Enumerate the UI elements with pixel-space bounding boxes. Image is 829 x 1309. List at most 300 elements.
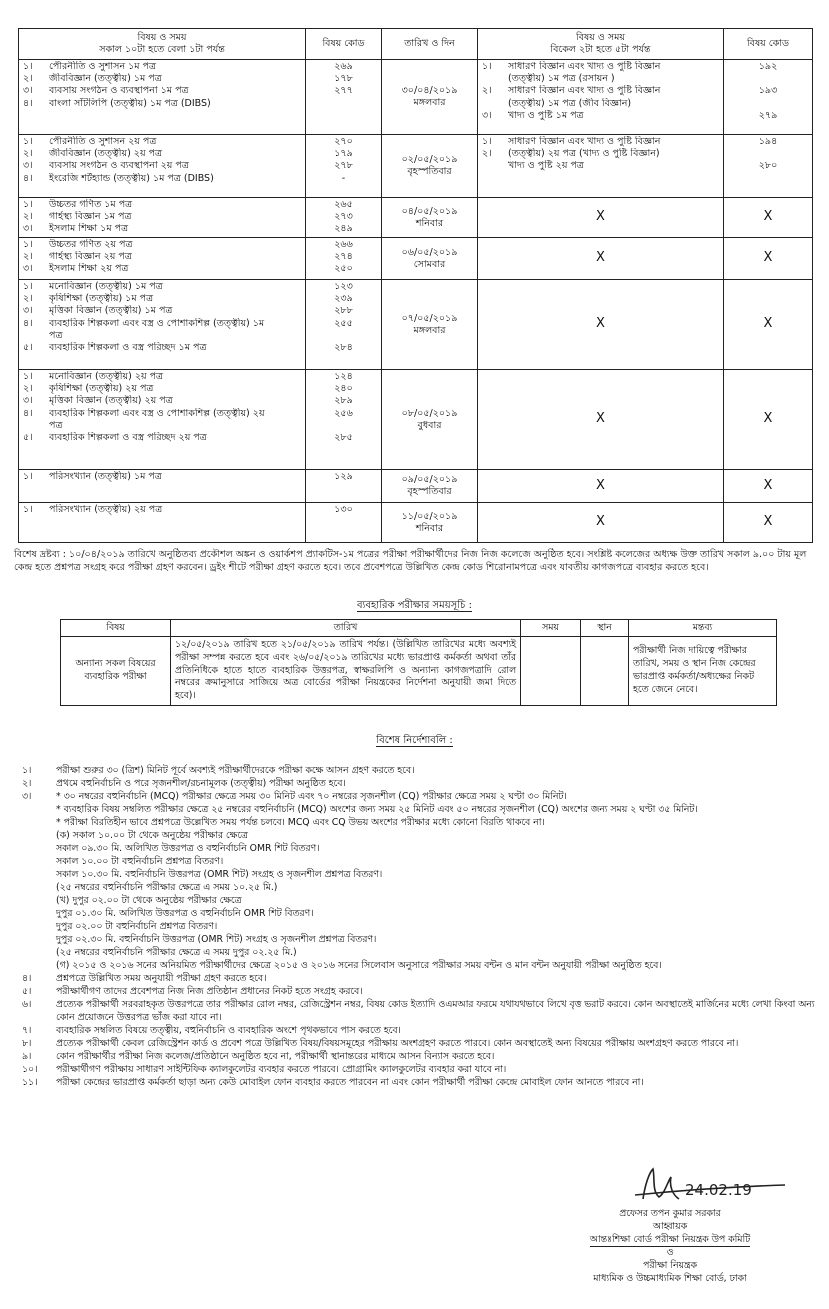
exam-day: শনিবার (415, 522, 444, 534)
exam-day: বুধবার (417, 419, 442, 431)
subject-line (23, 305, 301, 317)
subject-code: ১২৪ (334, 371, 353, 382)
instruction-text: সকাল ১০.৩০ মি. বহুনির্বাচনি উত্তরপত্র (OMR শিট) সংগ্রহ ও সৃজনশীল প্রশ্নপত্র বিতরণ। (56, 869, 383, 881)
practical-header-subject: বিষয় (61, 620, 171, 637)
instruction-text: দুপুর ০১.৩০ মি. অলিখিত উত্তরপত্র ও বহুনির্বাচনি OMR শিট বিতরণ। (56, 908, 314, 920)
subject-code: ২৮৪ (334, 341, 353, 353)
subject-serial: ২। (482, 85, 492, 97)
instruction-item (22, 972, 817, 985)
subject-name: পরিসংখ্যান (তত্ত্বীয়) ১ম পত্র (49, 471, 162, 482)
instruction-number (22, 894, 56, 907)
subject-line (23, 211, 301, 223)
subject-serial: ১। (23, 504, 33, 515)
left-codes-cell (306, 60, 382, 135)
instruction-number: ২। (22, 778, 32, 790)
subject-name: জীববিজ্ঞান (তত্ত্বীয়) ২য় পত্র (49, 148, 163, 160)
header-right-subject: বিষয় ও সময় বিকেল ২টা হতে ৫টা পর্যন্ত (478, 29, 724, 60)
subject-name: কৃষিশিক্ষা (তত্ত্বীয়) ২য় পত্র (49, 383, 154, 395)
left-subjects-cell (19, 503, 306, 543)
subject-name: মৃত্তিকা বিজ্ঞান (তত্ত্বীয়) ১ম পত্র (49, 305, 173, 317)
instruction-number: ৬। (22, 999, 32, 1011)
subject-line (23, 408, 301, 420)
left-subjects-cell (19, 470, 306, 503)
subject-serial: ১। (23, 136, 33, 147)
subject-code: ২৭৭ (334, 85, 353, 97)
left-subjects-cell (19, 238, 306, 280)
subject-code: ২৬৬ (334, 239, 353, 250)
subject-name: ব্যবসায় সংগঠন ও ব্যবস্থাপনা ১ম পত্র (49, 85, 189, 97)
schedule-row (19, 238, 813, 280)
instruction-number: ৯। (22, 1051, 32, 1063)
instruction-text: পরীক্ষার্থীগণ তাদের প্রবেশপত্র নিজ নিজ প্রতিষ্ঠান প্রধানের নিকট হতে সংগ্রহ করবে। (56, 986, 363, 998)
subject-line (23, 136, 301, 148)
instruction-item (22, 933, 817, 946)
subject-code: ২৮০ (758, 160, 778, 172)
no-exam-code-mark: X (724, 470, 813, 503)
subject-line (23, 383, 301, 395)
schedule-row (19, 280, 813, 370)
subject-serial: ২। (23, 73, 33, 85)
left-codes-cell (306, 135, 382, 198)
instruction-item (22, 816, 817, 829)
no-exam-mark: X (478, 370, 724, 470)
instruction-number: ১। (22, 765, 32, 776)
instruction-text: প্রত্যেক পরীক্ষার্থী কেবল রেজিস্ট্রেশন কার্ড ও প্রবেশ পত্রে উল্লিখিত বিষয়/বিষয়সমূহের পরীক্ষায় অংশগ্রহণ করতে পারবে। কোন অবস্থাতেই অন্য বিষয়ের পরীক্ষায় অংশগ্রহণ করতে পারবে না। (56, 1038, 739, 1050)
subject-code: ২৬৯ (334, 61, 353, 72)
instruction-text: পরীক্ষার্থীগণ পরীক্ষায় সাধারণ সাইন্টিফিক ক্যালকুলেটর ব্যবহার করতে পারবে। প্রোগ্রামিং ক্যালকুলেটর ব্যবহার করা যাবে না। (56, 1064, 507, 1076)
exam-date-cell (382, 503, 478, 543)
practical-header-time: সময় (521, 620, 581, 637)
exam-date: ০৮/০৫/২০১৯ (401, 407, 458, 419)
practical-schedule-table (60, 619, 777, 706)
instruction-item (22, 894, 817, 907)
instruction-number (22, 855, 56, 868)
instruction-number (22, 881, 56, 894)
right-codes-cell (724, 135, 813, 198)
schedule-row (19, 135, 813, 198)
subject-code: ২৭৮ (334, 160, 353, 172)
subject-code: ২৬৫ (334, 199, 353, 210)
instruction-text: (খ) দুপুর ০২.০০ টা থেকে অনুষ্ঠেয় পরীক্ষার ক্ষেত্রে (56, 895, 242, 907)
left-subjects-cell (19, 198, 306, 238)
practical-subject: অন্যান্য সকল বিষয়ের ব্যবহারিক পরীক্ষা (61, 637, 171, 706)
subject-code: ২৮৯ (334, 395, 353, 407)
left-subjects-cell (19, 60, 306, 135)
exam-date-cell (382, 198, 478, 238)
instruction-number: ৭। (22, 1025, 32, 1037)
left-codes-cell (306, 470, 382, 503)
instruction-text: প্রথমে বহুনির্বাচনি ও পরে সৃজনশীল/রচনামূলক (তত্ত্বীয়) পরীক্ষা অনুষ্ঠিত হবে। (56, 778, 346, 790)
subject-line (23, 73, 301, 85)
subject-name: উচ্চতর গণিত ২য় পত্র (49, 239, 133, 250)
subject-line (482, 148, 719, 160)
practical-remark: পরীক্ষার্থী নিজ দায়িত্বে পরীক্ষার তারিখ, সময় ও স্থান নিজ কেন্দ্রের ভারপ্রাপ্ত কর্মকর্তা/অধ্যক্ষের নিকট হতে জেনে নেবে। (629, 637, 777, 706)
subject-code: ২৭৩ (334, 211, 353, 223)
subject-code: ২৪৯ (334, 223, 353, 235)
subject-name: পৌরনীতি ও সুশাসন ২য় পত্র (49, 136, 157, 147)
instruction-item (22, 803, 817, 816)
subject-line (482, 85, 719, 97)
subject-serial: ৫। (23, 431, 33, 443)
subject-line (23, 199, 301, 211)
subject-name: মনোবিজ্ঞান (তত্ত্বীয়) ২য় পত্র (49, 371, 164, 382)
subject-serial: ১। (23, 199, 33, 210)
subject-serial: ৩। (23, 160, 33, 172)
subject-serial: ২। (482, 148, 492, 160)
instruction-text: পরীক্ষা শুরুর ৩০ (ত্রিশ) মিনিট পূর্বে অবশ্যই পরীক্ষার্থীদেরকে পরীক্ষা কক্ষে আসন গ্রহণ করতে হবে। (56, 765, 415, 776)
no-exam-code-mark: X (724, 238, 813, 280)
instructions-list (22, 764, 817, 1089)
right-codes-cell (724, 60, 813, 135)
instruction-text: দুপুর ০২.৩০ মি. বহুনির্বাচনি উত্তরপত্র (OMR শিট) সংগ্রহ ও সৃজনশীল প্রশ্নপত্র বিতরণ। (56, 934, 377, 946)
instruction-item (22, 829, 817, 842)
subject-code (728, 73, 808, 85)
subject-serial: ২। (23, 211, 33, 223)
subject-name: মনোবিজ্ঞান (তত্ত্বীয়) ১ম পত্র (49, 281, 163, 292)
instruction-text: * ৩০ নম্বরের বহুনির্বাচনি (MCQ) পরীক্ষার ক্ষেত্রে সময় ৩০ মিনিট এবং ৭০ নম্বরের সৃজনশীল (CQ) পরীক্ষার ক্ষেত্রে সময় ২ ঘণ্টা ৩০ মিনিট। (56, 791, 567, 803)
left-codes-cell (306, 370, 382, 470)
subject-serial: ১। (23, 371, 33, 382)
subject-code: ২৭০ (334, 136, 353, 147)
no-exam-mark: X (478, 503, 724, 543)
instruction-number: ১০। (22, 1064, 38, 1076)
signatory-role-convener: আহ্বায়ক (652, 1220, 688, 1232)
signature-date: 24.02.19 (685, 1181, 752, 1199)
subject-code: ২৪০ (334, 383, 353, 395)
subject-serial: ১। (23, 239, 33, 250)
instruction-number: ৪। (22, 973, 32, 985)
exam-date-cell (382, 280, 478, 370)
instruction-item (22, 1050, 817, 1063)
instruction-text: * পরীক্ষা বিরতিহীন ভাবে প্রশ্নপত্রে উল্লেখিত সময় পর্যন্ত চলবে। MCQ এবং CQ উভয় অংশের পরীক্ষার মধ্যে কোনো বিরতি থাকবে না। (56, 817, 545, 829)
schedule-row (19, 60, 813, 135)
subject-line (482, 110, 719, 122)
exam-day: বৃহস্পতিবার (407, 486, 452, 497)
practical-schedule-title: ব্যবহারিক পরীক্ষার সময়সূচি : (356, 600, 472, 611)
signatory-name: প্রফেসর তপন কুমার সরকার (619, 1208, 721, 1219)
header-left-subject: বিষয় ও সময় সকাল ১০টা হতে বেলা ১টা পর্যন্ত (19, 29, 306, 60)
instruction-text: সকাল ১০.০০ টা বহুনির্বাচনি প্রশ্নপত্র বিতরণ। (56, 856, 224, 868)
instruction-number: ৩। (22, 791, 32, 803)
subject-name: (তত্ত্বীয়) ২য় পত্র (খাদ্য ও পুষ্টি বিজ্ঞান) (508, 148, 660, 160)
signature-mark (615, 1165, 795, 1205)
subject-name: ইসলাম শিক্ষা ২য় পত্র (49, 263, 129, 275)
subject-serial: ২। (23, 148, 33, 160)
subject-line (482, 61, 719, 73)
practical-header-remark: মন্তব্য (629, 620, 777, 637)
signatory-committee: আন্তঃশিক্ষা বোর্ড পরীক্ষা নিয়ন্ত্রক উপ কমিটি (590, 1234, 750, 1248)
instruction-item (22, 1063, 817, 1076)
left-codes-cell (306, 503, 382, 543)
exam-date: ০২/০৫/২০১৯ (401, 154, 458, 166)
subject-name: ইংরেজি শর্টহ্যান্ড (তত্ত্বীয়) ১ম পত্র (DIBS) (49, 172, 214, 184)
instruction-text: (২৫ নম্বরের বহুনির্বাচনি পরীক্ষার ক্ষেত্রে এ সময় দুপুর ০২.২৫ মি.) (56, 947, 297, 959)
exam-date-cell (382, 238, 478, 280)
instructions-title: বিশেষ নির্দেশাবলি : (376, 735, 453, 746)
subject-name: (তত্ত্বীয়) ১ম পত্র (রসায়ন ) (508, 73, 615, 85)
instruction-item (22, 920, 817, 933)
instruction-text: (গ) ২০১৫ ও ২০১৬ সনের অনিয়মিত পরীক্ষার্থীদের ক্ষেত্রে ২০১৫ ও ২০১৬ সনের সিলেবাস অনুসারে পরীক্ষার সময় বন্টন ও মান বন্টন অনুযায়ী পরীক্ষা অনুষ্ঠিত হবে। (56, 960, 662, 972)
no-exam-mark: X (478, 198, 724, 238)
schedule-row (19, 198, 813, 238)
subject-name: পত্র (49, 419, 63, 431)
instruction-number (22, 842, 56, 855)
subject-serial: ৩। (23, 263, 33, 275)
subject-line (23, 371, 301, 383)
subject-serial: ৩। (23, 85, 33, 97)
exam-date-cell (382, 470, 478, 503)
exam-day: সোমবার (413, 258, 446, 270)
subject-code: ২৫৬ (334, 407, 353, 419)
subject-name: সাধারণ বিজ্ঞান এবং খাদ্য ও পুষ্টি বিজ্ঞান (508, 61, 661, 72)
subject-name: কৃষিশিক্ষা (তত্ত্বীয়) ১ম পত্র (49, 293, 154, 305)
subject-name: খাদ্য ও পুষ্টি ১ম পত্র (508, 109, 584, 121)
subject-serial: ৩। (482, 109, 492, 121)
instruction-item (22, 959, 817, 972)
subject-name: জীববিজ্ঞান (তত্ত্বীয়) ১ম পত্র (49, 73, 162, 85)
instruction-number: ১১। (22, 1077, 38, 1089)
subject-serial: ৪। (23, 172, 33, 184)
instruction-number (22, 920, 56, 933)
subject-line (23, 504, 301, 516)
exam-day: মঙ্গলবার (413, 324, 446, 336)
subject-line (23, 148, 301, 160)
subject-name: ইসলাম শিক্ষা ১ম পত্র (49, 223, 129, 235)
subject-serial: ৪। (23, 407, 33, 419)
right-subjects-cell (478, 60, 724, 135)
no-exam-mark: X (478, 470, 724, 503)
exam-date: ০৪/০৫/২০১৯ (401, 205, 458, 217)
exam-date-cell (382, 60, 478, 135)
subject-code: ২৫০ (334, 263, 353, 275)
subject-line (23, 263, 301, 275)
subject-code: ২৭৪ (334, 251, 353, 263)
practical-header-row (61, 620, 777, 637)
subject-line (482, 136, 719, 148)
subject-code (728, 98, 808, 110)
subject-line (23, 251, 301, 263)
subject-name: ব্যবহারিক শিল্পকলা ও বস্ত্র পরিচ্ছদ ১ম পত্র (49, 341, 207, 353)
subject-serial: ১। (23, 281, 33, 292)
instruction-item (22, 868, 817, 881)
instruction-text: ব্যবহারিক সম্বলিত বিষয়ে তত্ত্বীয়, বহুনির্বাচনি ও ব্যবহারিক অংশে পৃথকভাবে পাস করতে হবে। (56, 1025, 401, 1037)
signatory-block (540, 1208, 800, 1286)
subject-code: ২৮৮ (334, 305, 353, 317)
instruction-item (22, 985, 817, 998)
instruction-number (22, 829, 56, 842)
subject-code: ১৭৮ (334, 73, 353, 85)
subject-line (23, 281, 301, 293)
instruction-item (22, 855, 817, 868)
instruction-text: প্রশ্নপত্রে উল্লিখিত সময় অনুযায়ী পরীক্ষা গ্রহণ করতে হবে। (56, 973, 267, 985)
subject-name: ব্যবহারিক শিল্পকলা ও বস্ত্র পরিচ্ছদ ২য় পত্র (49, 431, 207, 443)
subject-code: ১২৯ (334, 471, 353, 482)
instruction-text: কোন পরীক্ষার্থীর পরীক্ষা নিজ কলেজ/প্রতিষ্ঠানে অনুষ্ঠিত হবে না, পরীক্ষার্থী স্থানান্তরের মাধ্যমে আসন বিন্যাস করতে হবে। (56, 1051, 495, 1063)
subject-line (23, 432, 301, 444)
exam-date-cell (382, 370, 478, 470)
instruction-item (22, 842, 817, 855)
subject-serial: ৪। (23, 97, 33, 109)
practical-header-place: স্থান (581, 620, 629, 637)
left-codes-cell (306, 198, 382, 238)
header-code: বিষয় কোড (306, 29, 382, 60)
no-exam-mark: X (478, 238, 724, 280)
subject-code (310, 98, 377, 110)
subject-code: ১৩০ (334, 504, 353, 515)
header-right-code: বিষয় কোড (724, 29, 813, 60)
subject-code: ২৩৯ (334, 293, 353, 305)
exam-date: ১১/০৫/২০১৯ (401, 510, 458, 522)
subject-serial: ১। (482, 136, 492, 147)
instruction-number (22, 816, 56, 829)
instruction-number (22, 959, 56, 972)
subject-line (23, 342, 301, 354)
subject-serial: ১। (23, 471, 33, 482)
subject-name: ব্যবহারিক শিল্পকলা এবং বস্ত্র ও পোশাকশিল্প (তত্ত্বীয়) ২য় (49, 407, 265, 419)
subject-serial: ১। (23, 61, 33, 72)
subject-code: ১৯২ (758, 61, 778, 72)
instruction-item (22, 790, 817, 803)
subject-serial: ৩। (23, 223, 33, 235)
subject-name: সাধারণ বিজ্ঞান এবং খাদ্য ও পুষ্টি বিজ্ঞান (508, 85, 661, 97)
header-date: তারিখ ও দিন (382, 29, 478, 60)
subject-line (482, 98, 719, 110)
subject-line (23, 173, 301, 185)
subject-line (23, 160, 301, 172)
right-subjects-cell (478, 135, 724, 198)
theory-exam-schedule-table (18, 28, 813, 543)
signatory-controller: পরীক্ষা নিয়ন্ত্রক (643, 1260, 697, 1272)
instruction-number (22, 907, 56, 920)
left-codes-cell (306, 280, 382, 370)
instruction-text: দুপুর ০২.০০ টা বহুনির্বাচনি প্রশ্নপত্র বিতরণ। (56, 921, 218, 933)
subject-serial: ২। (23, 251, 33, 263)
exam-day: মঙ্গলবার (413, 97, 446, 108)
no-exam-mark: X (478, 280, 724, 370)
subject-line (23, 330, 301, 342)
schedule-header-row (19, 29, 813, 60)
practical-place (581, 637, 629, 706)
subject-serial: ২। (23, 383, 33, 395)
instruction-number (22, 946, 56, 959)
instruction-text: সকাল ০৯.৩০ মি. অলিখিত উত্তরপত্র ও বহুনির্বাচনি OMR শিট বিতরণ। (56, 843, 320, 855)
subject-serial: ৫। (23, 341, 33, 353)
subject-name: গার্হস্থ্য বিজ্ঞান ২য় পত্র (49, 251, 132, 263)
subject-name: ব্যবহারিক শিল্পকলা এবং বস্ত্র ও পোশাকশিল্প (তত্ত্বীয়) ১ম (49, 317, 265, 329)
exam-day: বৃহস্পতিবার (407, 166, 452, 177)
practical-header-date: তারিখ (171, 620, 521, 637)
subject-line (482, 160, 719, 172)
schedule-row (19, 503, 813, 543)
practical-date: ১২/০৫/২০১৯ তারিখ হতে ২১/০৫/২০১৯ তারিখ পর্যন্ত। (উল্লিখিত তারিখের মধ্যে অবশ্যই পরীক্ষা সম্পন্ন করতে হবে এবং ২৬/০৫/২০১৯ তারিখের মধ্যে ভারপ্রাপ্ত কর্মকর্তা অথবা তাঁর প্রতিনিধিকে হাতে হাতে ব্যবহারিক উত্তরপত্র, স্বাক্ষরলিপি ও অন্যান্য কাগজপত্রাদি রোল নম্বরের ক্রমানুসারে সাজিয়ে অত্র বোর্ডের পরীক্ষা নিয়ন্ত্রকের নির্দেশনা অনুযায়ী জমা দিতে হবে)। (171, 637, 521, 706)
special-note: বিশেষ দ্রষ্টব্য : ১০/০৪/২০১৯ তারিখে অনুষ্ঠিতব্য প্রকৌশল অঙ্কন ও ওয়ার্কশপ প্র্যাকটিস-১ম পত্রের পরীক্ষা পরীক্ষার্থীদের নিজ নিজ কলেজে অনুষ্ঠিত হবে। সংশ্লিষ্ট কলেজের অধ্যক্ষ উক্ত তারিখ সকাল ৯.০০ টায় মূল কেন্দ্র হতে প্রশ্নপত্র সংগ্রহ করে পরীক্ষা গ্রহণ করবেন। ড্রইং শীটে পরীক্ষা গ্রহণ করতে হবে। তবে প্রবেশপত্রে উল্লিখিত কেন্দ্র কোড শিরোনামপত্রে এবং যাবতীয় কাগজপত্রে ব্যবহার করতে হবে। (14, 549, 807, 574)
subject-name: পৌরনীতি ও সুশাসন ১ম পত্র (49, 61, 157, 72)
instruction-number (22, 868, 56, 881)
subject-name: গার্হস্থ্য বিজ্ঞান ১ম পত্র (49, 211, 132, 223)
subject-line (23, 85, 301, 97)
subject-line (23, 61, 301, 73)
subject-line (23, 318, 301, 330)
subject-code: ১৯৩ (758, 85, 778, 97)
instruction-text: প্রত্যেক পরীক্ষার্থী সরবরাহকৃত উত্তরপত্রে তার পরীক্ষার রোল নম্বর, রেজিস্ট্রেশন নম্বর, বিষয় কোড ইত্যাদি ওএমআর ফরমে যথাযথভাবে লিখে বৃত্ত ভরাট করবে। কোন অবস্থাতেই মার্জিনের মধ্যে লেখা কিংবা অন্য কোন প্রয়োজনে উত্তরপত্র ভাঁজ করা যাবে না। (56, 999, 815, 1024)
instruction-text: * ব্যবহারিক বিষয় সম্বলিত পরীক্ষার ক্ষেত্রে ২৫ নম্বরের বহুনির্বাচনি (MCQ) অংশের জন্য সময় ২৫ মিনিট এবং ৫০ নম্বরের সৃজনশীল (CQ) অংশের জন্য সময় ২ ঘণ্টা ৩৫ মিনিট। (56, 804, 698, 816)
subject-serial: ৩। (23, 395, 33, 407)
instruction-item (22, 998, 817, 1024)
subject-name: (তত্ত্বীয়) ১ম পত্র (জীব বিজ্ঞান) (508, 97, 632, 109)
subject-code: ২৫৫ (334, 317, 353, 329)
subject-name: খাদ্য ও পুষ্টি ২য় পত্র (508, 160, 584, 172)
subject-name: ব্যবসায় সংগঠন ও ব্যবস্থাপনা ২য় পত্র (49, 160, 189, 172)
signatory-board: মাধ্যমিক ও উচ্চমাধ্যমিক শিক্ষা বোর্ড, ঢাকা (593, 1273, 747, 1285)
subject-serial: ১। (482, 61, 492, 72)
instruction-item (22, 881, 817, 894)
instruction-item (22, 1024, 817, 1037)
subject-line (23, 223, 301, 235)
subject-code (310, 330, 377, 342)
subject-code: ২৭৯ (758, 109, 778, 121)
subject-line (23, 395, 301, 407)
subject-code (728, 148, 808, 160)
subject-code: ১৭৯ (334, 148, 353, 160)
instruction-text: পরীক্ষা কেন্দ্রের ভারপ্রাপ্ত কর্মকর্তা ছাড়া অন্য কেউ মোবাইল ফোন ব্যবহার করতে পারবেন না এবং কোন পরীক্ষার্থী পরীক্ষা কেন্দ্রে মোবাইল ফোন আনতে পারবে না। (56, 1077, 644, 1089)
no-exam-code-mark: X (724, 503, 813, 543)
exam-day: শনিবার (415, 217, 444, 229)
subject-code (310, 420, 377, 432)
schedule-row (19, 470, 813, 503)
subject-serial: ৪। (23, 317, 33, 329)
instruction-number: ৫। (22, 986, 32, 998)
instruction-item (22, 1076, 817, 1089)
subject-code: ১২৩ (334, 281, 353, 292)
exam-date: ০৯/০৫/২০১৯ (401, 474, 458, 486)
practical-time (521, 637, 581, 706)
exam-date: ০৭/০৫/২০১৯ (401, 312, 458, 324)
no-exam-code-mark: X (724, 370, 813, 470)
exam-date: ৩০/০৪/২০১৯ (401, 85, 458, 97)
subject-line (23, 420, 301, 432)
no-exam-code-mark: X (724, 280, 813, 370)
left-subjects-cell (19, 370, 306, 470)
left-codes-cell (306, 238, 382, 280)
instruction-number: ৮। (22, 1038, 32, 1050)
instruction-item (22, 764, 817, 777)
subject-line (482, 73, 719, 85)
instruction-text: (ক) সকাল ১০.০০ টা থেকে অনুষ্ঠেয় পরীক্ষার ক্ষেত্রে (56, 830, 248, 842)
subject-line (23, 293, 301, 305)
subject-line (23, 98, 301, 110)
subject-name: সাধারণ বিজ্ঞান এবং খাদ্য ও পুষ্টি বিজ্ঞান (508, 136, 661, 147)
subject-name: উচ্চতর গণিত ১ম পত্র (49, 199, 133, 210)
signatory-and: ও (666, 1247, 674, 1259)
instruction-text: (২৫ নম্বরের বহুনির্বাচনি পরীক্ষার ক্ষেত্রে এ সময় ১০.২৫ মি.) (56, 882, 278, 894)
subject-line (23, 239, 301, 251)
instruction-number (22, 933, 56, 946)
exam-date-cell (382, 135, 478, 198)
subject-code: ১৯৪ (758, 136, 778, 147)
no-exam-code-mark: X (724, 198, 813, 238)
practical-row (61, 637, 777, 706)
instruction-item (22, 777, 817, 790)
subject-code: - (341, 172, 346, 184)
left-subjects-cell (19, 135, 306, 198)
subject-name: পত্র (49, 329, 63, 341)
left-subjects-cell (19, 280, 306, 370)
instruction-item (22, 946, 817, 959)
subject-name: বাংলা সাঁটলিপি (তত্ত্বীয়) ১ম পত্র (DIBS) (49, 97, 211, 109)
subject-serial: ২। (23, 293, 33, 305)
subject-name: পরিসংখ্যান (তত্ত্বীয়) ২য় পত্র (49, 504, 163, 515)
subject-name: মৃত্তিকা বিজ্ঞান (তত্ত্বীয়) ২য় পত্র (49, 395, 173, 407)
